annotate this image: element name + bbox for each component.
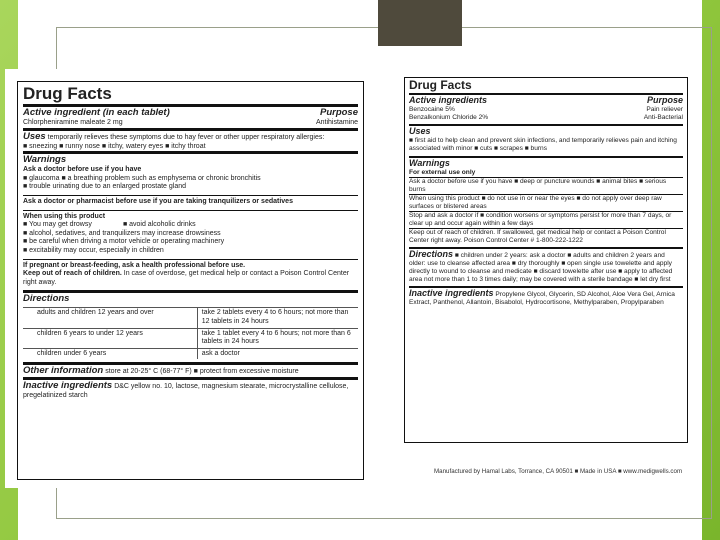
pregnant-warning: If pregnant or breast-feeding, ask a health professional before use. [23,261,246,269]
active-ingredient: Benzocaine 5% [409,106,455,113]
other-info-text: store at 20-25° C (68-77° F) ■ protect from excessive moisture [105,368,299,376]
ask-doctor: Ask a doctor before use if you have [23,166,142,174]
other-info-header: Other information [23,365,104,377]
drug-facts-label-left [9,73,370,484]
uses-items: ■ sneezing ■ runny nose ■ itchy, watery eyes ■ itchy throat [23,142,206,150]
drug-facts-label-right [396,62,697,492]
ask-item: ■ glaucoma ■ a breathing problem such as emphysema or chronic bronchitis [23,174,261,182]
warnings-header: Warnings [409,158,450,168]
directions-who: children under 6 years [23,348,197,359]
directions-dose: take 1 tablet every 4 to 6 hours; not more than 6 tablets in 24 hours [197,328,358,348]
when-item: ■ excitability may occur, especially in children [23,246,164,254]
keep-out-text: In case of overdose, get medical help or contact a Poison Control Center right away. [23,270,350,286]
inactive-text: D&C yellow no. 10, lactose, magnesium stearate, microcrystalline cellulose, pregelatinized starch [23,383,349,400]
keep-out-bold: Keep out of reach of children. [23,270,122,278]
external-use: For external use only [409,169,476,176]
directions-who: adults and children 12 years and over [23,308,197,328]
inactive-header: Inactive ingredients [409,288,494,298]
uses-text: ■ first aid to help clean and prevent skin infections, and temporarily relieves pain and itching associated with minor ■ cuts ■ scrapes ■ burns [409,137,677,152]
decorative-bar [378,0,462,46]
uses-header: Uses [409,126,431,136]
ask-doctor: Ask a doctor before use if you have ■ deep or puncture wounds ■ animal bites ■ serious burns [409,178,667,193]
active-ingredient: Benzalkonium Chloride 2% [409,114,489,121]
active-purpose: Pain reliever [646,106,683,113]
table-row [23,348,358,359]
manufacturer-line: Manufactured by Hamal Labs, Torrance, CA 90501 ■ Made in USA ■ www.medigwells.com [434,468,683,475]
inactive-header: Inactive ingredients [23,380,113,392]
table-row [23,328,358,348]
directions-who: children 6 years to under 12 years [23,328,197,348]
purpose-header: Purpose [319,107,358,118]
when-item: ■ be careful when driving a motor vehicle or operating machinery [23,238,225,246]
active-ingredient-header: Active ingredient (in each tablet) [23,107,170,118]
directions-dose: ask a doctor [197,348,358,359]
when-using: When using this product [23,212,106,220]
stop-use: Stop and ask a doctor if ■ condition worsens or symptoms persist for more than 7 days, or clear up and occur again within a few days [409,212,672,227]
when-item: ■ alcohol, sedatives, and tranquilizers may increase drowsiness [23,229,221,237]
active-purpose: Anti-Bacterial [643,114,683,121]
directions-dose: take 2 tablets every 4 to 6 hours; not more than 12 tablets in 24 hours [197,308,358,328]
when-item: ■ You may get drowsy ■ avoid alcoholic drinks [23,221,196,229]
purpose-header: Purpose [646,95,683,105]
label-title: Drug Facts [23,84,112,103]
active-purpose: Antihistamine [315,119,358,126]
warnings-header: Warnings [23,154,67,166]
label-title: Drug Facts [409,78,472,92]
active-ingredient: Chlorpheniramine maleate 2 mg [23,119,123,126]
directions-header: Directions [23,293,70,305]
ask-item: ■ trouble urinating due to an enlarged prostate gland [23,183,187,191]
active-ingredient-header: Active ingredients [409,95,488,105]
ask-pharmacist: Ask a doctor or pharmacist before use if you are taking tranquilizers or sedatives [23,197,293,205]
directions-header: Directions [409,249,454,259]
keep-out: Keep out of reach of children. If swallowed, get medical help or contact a Poison Control Center right away. Poison Control Center # 1-800-222-1222 [409,229,666,244]
inactive-text: Propylene Glycol, Glycerin, SD Alcohol, Aloe Vera Gel, Arnica Extract, Panthenol, Allantoin, Bisabolol, Hydrocortisone, Methylparaben, Propylparaben [409,291,675,306]
directions-table [23,307,358,359]
uses-text: temporarily relieves these symptoms due to hay fever or other upper respiratory allergies: [47,133,325,141]
uses-header: Uses [23,130,46,142]
directions-text: ■ children under 2 years: ask a doctor ■ adults and children 2 years and older: use to cleanse affected area ■ dry thoroughly ■ open single use towelette and apply directly to wound to cleanse and medicate ■ discard towelette after use ■ apply to affected area not more than 1 to 3 times daily; may be covered with a sterile bandage ■ let dry first [409,252,673,283]
table-row [23,308,358,328]
when-using: When using this product ■ do not use in or near the eyes ■ do not apply over deep raw surfaces or blistered areas [409,195,662,210]
